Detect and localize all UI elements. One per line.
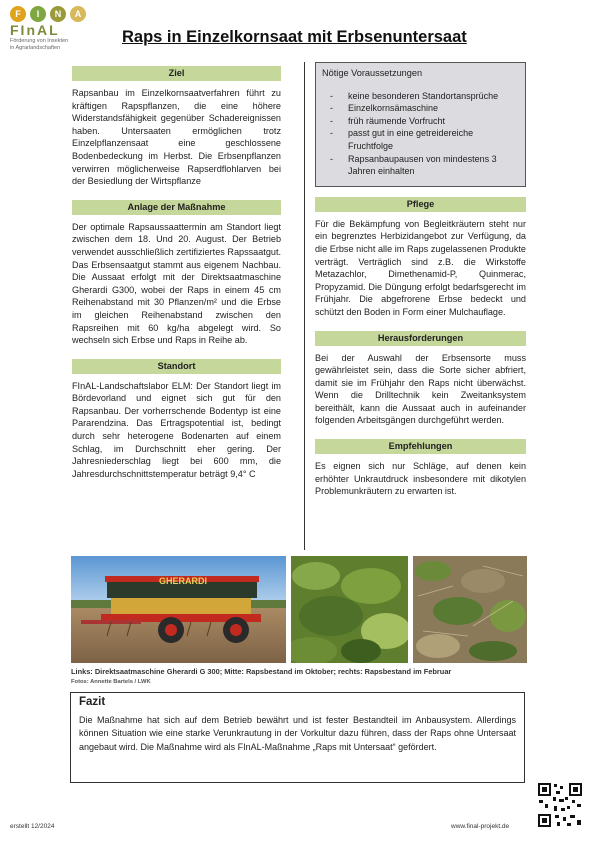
created-date: erstellt 12/2024: [10, 823, 55, 830]
logo-grain-icon: A: [70, 6, 86, 22]
section-heading-pflege: Pflege: [315, 197, 526, 212]
column-divider: [304, 62, 305, 550]
machine-label: GHERARDI: [159, 576, 208, 586]
section-text-empfehlungen: Es eignen sich nur Schläge, auf denen kein erhöhter Unkrautdruck insbesondere mit dikotylen Problemunkräutern zu erwarten ist.: [315, 461, 526, 497]
logo-tagline-1: Förderung von Insekten: [10, 38, 69, 44]
final-logo: [10, 6, 100, 52]
list-item: - Rapsanbaupausen von mindestens 3 Jahren einhalten: [330, 153, 497, 177]
logo-tagline-2: in Agrarlandschaften: [10, 45, 61, 51]
section-text-standort: FInAL-Landschaftslabor ELM: Der Standort liegt im Bördevorland und eignet sich gut für den Rapsanbau. Der vorherrschende Bodentyp ist eine Pararendzina. Das Ertragspotential ist, bedingt durch sehr heterogene Bodenarten auf einem Schlag, im Durchschnitt eher gering. Der Jahresniederschlag liegt bei 600 mm, die Jahresdurchschnittstemperatur beträgt 9,4° C: [72, 380, 281, 479]
website-link[interactable]: www.final-projekt.de: [451, 823, 510, 830]
section-heading-empfehlungen: Empfehlungen: [315, 439, 526, 454]
list-item: - keine besonderen Standortansprüche: [330, 90, 499, 101]
photo-caption: Links: Direktsaatmaschine Gherardi G 300; Mitte: Rapsbestand im Oktober; rechts: Rapsbestand im Februar: [71, 667, 452, 676]
page-title: Raps in Einzelkornsaat mit Erbsenuntersaat: [122, 28, 467, 46]
qr-code-icon[interactable]: [537, 782, 583, 828]
logo-leaf-icon: I: [30, 6, 46, 22]
list-item: - früh räumende Vorfrucht: [330, 115, 446, 126]
photo-credit: Fotos: Annette Bartels / LWK: [71, 679, 151, 685]
section-text-herausforderungen: Bei der Auswahl der Erbsensorte muss gewährleistet sein, dass die Sorte sicher abfriert, damit sie im Frühjahr den Raps nicht überwächst. Wenn die Drilltechnik kein Zweitanksystem bereithält, kann die Aussaat auch in aufeinander folgenden Arbeitsgängen durchgeführt werden.: [315, 352, 526, 426]
requirements-heading: Nötige Voraussetzungen: [322, 68, 423, 78]
section-heading-standort: Standort: [72, 359, 281, 374]
logo-flower-icon: N: [50, 6, 66, 22]
photo-seed-drill: [71, 556, 286, 663]
section-heading-anlage: Anlage der Maßnahme: [72, 200, 281, 215]
section-heading-ziel: Ziel: [72, 66, 281, 81]
logo-icons: [10, 6, 100, 22]
section-text-anlage: Der optimale Rapsaussaattermin am Standort liegt zwischen dem 18. Und 20. August. Der Betrieb verwendet ausschließlich zertifiziertes Rapssaatgut. Das Erbsensaatgut stammt aus eigenem Nachbau. Die Aussaat erfolgt mit der Direktsaatmaschine Gherardi G300, wobei der Raps in einem 45 cm Reihenabstand mit 30 Pflanzen/m² und die Erbse im gleichen Reihenabstand zwischen den Rapsreihen mit 60 kg/ha abgelegt wird. So wechseln sich Erbse und Raps in Reihe ab.: [72, 221, 281, 346]
photo-rapeseed-february: [413, 556, 527, 663]
left-column: [72, 66, 281, 492]
list-item: - Einzelkornsämaschine: [330, 103, 439, 114]
section-heading-herausforderungen: Herausforderungen: [315, 331, 526, 346]
photo-rapeseed-october: [291, 556, 408, 663]
fazit-heading: Fazit: [79, 696, 106, 708]
fazit-text: Die Maßnahme hat sich auf dem Betrieb bewährt und ist fester Bestandteil im Anbausystem. Allerdings können Situation wie eine starke Verunkrautung in der Vorkultur dazu führen, dass der Raps ohne Untersaat angebaut wird. Die Maßnahme wird als FInAL-Maßnahme „Raps mit Untersaat“ gefördert.: [79, 715, 516, 752]
logo-name: FInAL: [10, 22, 60, 38]
logo-bee-icon: F: [10, 6, 26, 22]
section-text-pflege: Für die Bekämpfung von Begleitkräutern steht nur ein begrenztes Herbizidangebot zur Verfügung, da die Erbse nicht alle im Raps zugelassenen Produkte verträgt. Verträglich sind z.B. die Wirkstoffe Metazachlor, Dimethenamid-P, Quinmerac, Propyzamid. Die Düngung erfolgt bedarfsgerecht im Frühjahr. Die abgefrorene Erbse bedeckt und schützt den Boden in Form einer Mulchauflage.: [315, 218, 526, 317]
requirements-list: [322, 90, 517, 178]
right-column: [315, 62, 526, 510]
section-text-ziel: Rapsanbau im Einzelkornsaatverfahren führt zu kräftigen Rapspflanzen, die eine höhere Widerstandsfähigkeit gegenüber Schadereignissen haben. Untersaaten ermöglichen trotz Einzelpflanzensaat eine geschlossene Bodenbedeckung im Herbst. Die Erbsenpflanzen verwirren möglicherweise Rapserdflohlarven bei der Besiedlung der Wirtspflanze: [72, 88, 281, 187]
list-item: - passt gut in eine getreidereiche Fruchtfolge: [330, 128, 474, 151]
fazit-box: [70, 692, 525, 783]
requirements-box: [315, 62, 526, 187]
